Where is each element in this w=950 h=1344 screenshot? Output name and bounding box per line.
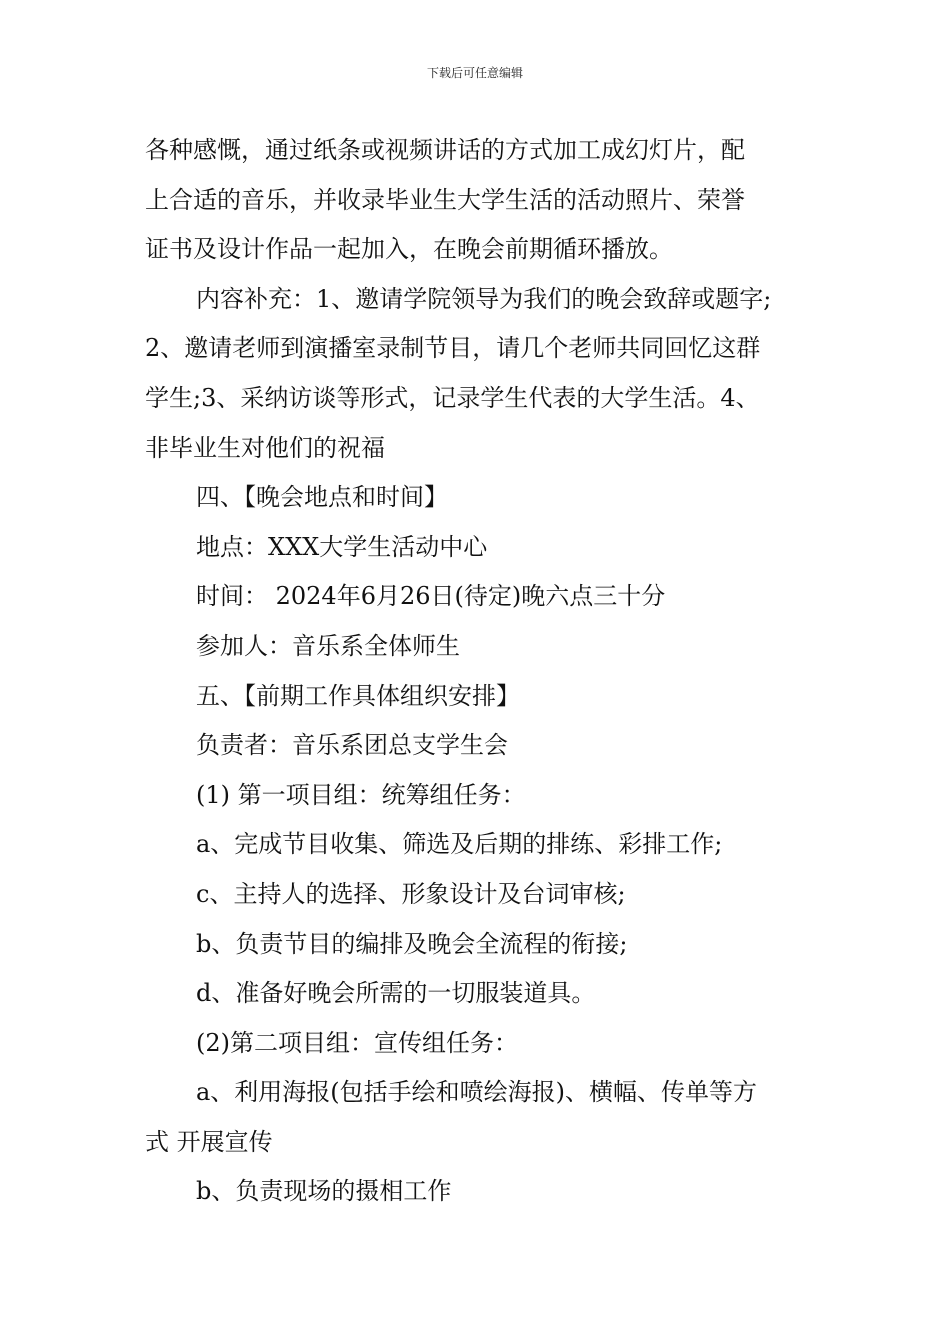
text-line: 学生;3、采纳访谈等形式，记录学生代表的大学生活。4、 [145, 383, 760, 412]
text-line: 地点：XXX大学生活动中心 [196, 532, 488, 561]
text-line: 负责者：音乐系团总支学生会 [196, 731, 508, 760]
text-line: 式 开展宣传 [145, 1127, 273, 1156]
document-body [145, 126, 835, 1217]
list-item: b、负责节目的编排及晚会全流程的衔接; [196, 929, 628, 958]
list-item: c、主持人的选择、形象设计及台词审核; [196, 879, 626, 908]
text-line: 上合适的音乐，并收录毕业生大学生活的活动照片、荣誉 [145, 185, 745, 214]
page-header-note: 下载后可任意编辑 [426, 66, 523, 80]
text-line: (1) 第一项目组：统筹组任务： [196, 780, 526, 809]
section-heading: 五、【前期工作具体组织安排】 [196, 681, 520, 710]
list-item: a、完成节目收集、筛选及后期的排练、彩排工作; [196, 830, 723, 859]
text-line: 各种感慨，通过纸条或视频讲话的方式加工成幻灯片，配 [145, 136, 745, 164]
text-line: 参加人：音乐系全体师生 [196, 631, 460, 660]
list-item: d、准备好晚会所需的一切服装道具。 [196, 979, 596, 1008]
list-item: b、负责现场的摄相工作 [196, 1177, 452, 1206]
text-line: 内容补充：1、邀请学院领导为我们的晚会致辞或题字; [196, 284, 772, 313]
text-line: 非毕业生对他们的祝福 [145, 433, 385, 462]
text-line: (2)第二项目组：宣传组任务： [196, 1028, 518, 1057]
text-line: 2、邀请老师到演播室录制节目，请几个老师共同回忆这群 [145, 334, 761, 363]
text-line: 证书及设计作品一起加入，在晚会前期循环播放。 [145, 235, 673, 264]
text-line: 时间： 2024年6月26日(待定)晚六点三十分 [196, 582, 666, 611]
section-heading: 四、【晚会地点和时间】 [196, 483, 448, 512]
list-item: a、利用海报(包括手绘和喷绘海报)、横幅、传单等方 [196, 1078, 758, 1107]
